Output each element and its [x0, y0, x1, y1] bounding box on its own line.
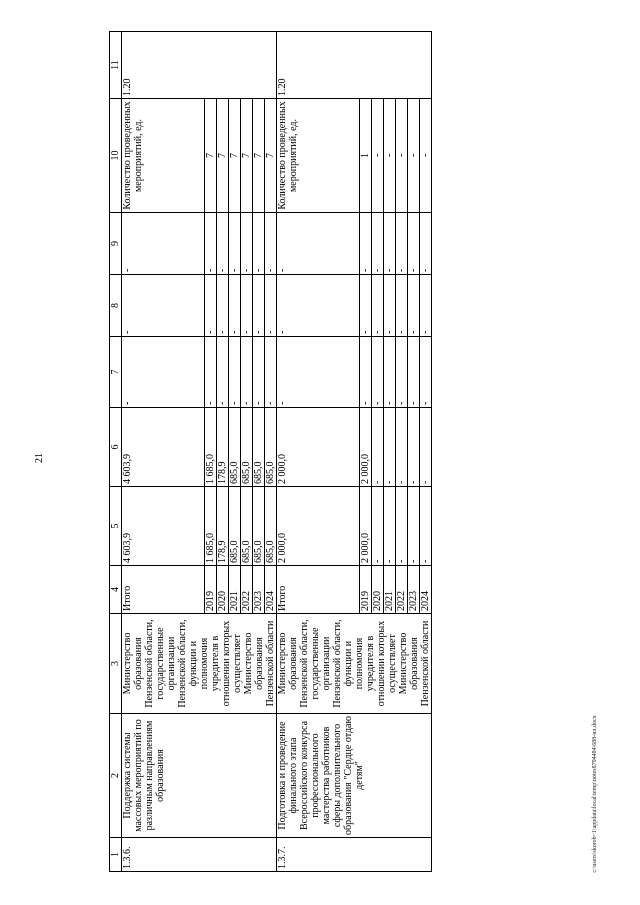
year: 2019 [205, 566, 217, 614]
total-col9: - [122, 213, 205, 275]
col-header-9: 9 [110, 213, 122, 275]
year-col5: 2 000,0 [360, 487, 372, 566]
year-col8: - [396, 275, 408, 337]
year-col8: - [372, 275, 384, 337]
year-col5: 1 685,0 [205, 487, 217, 566]
year-col6: 685,0 [265, 408, 277, 487]
total-col9: - [277, 213, 360, 275]
year-col10: 1 [360, 99, 372, 213]
year-col8: - [265, 275, 277, 337]
year-col8: - [408, 275, 420, 337]
year-col7: - [360, 337, 372, 408]
total-col6: 2 000,0 [277, 408, 360, 487]
year-col9: - [265, 213, 277, 275]
year-col9: - [372, 213, 384, 275]
year-col9: - [205, 213, 217, 275]
year-col10: 7 [265, 99, 277, 213]
year-col5: 178,9 [217, 487, 229, 566]
year-col9: - [217, 213, 229, 275]
year-col10: 7 [241, 99, 253, 213]
year: 2020 [217, 566, 229, 614]
column-number-row [110, 32, 122, 872]
year-col9: - [253, 213, 265, 275]
year-col6: - [396, 408, 408, 487]
year-col7: - [384, 337, 396, 408]
file-path-footer: c:\users\skorob~1\appdata\local\temp\notes8794484\688-ил.docx [592, 715, 598, 873]
col-header-4: 4 [110, 566, 122, 614]
year-col7: - [229, 337, 241, 408]
year-col8: - [420, 275, 432, 337]
year-col7: - [408, 337, 420, 408]
year-col7: - [241, 337, 253, 408]
year-col6: 685,0 [241, 408, 253, 487]
page-number: 21 [34, 453, 45, 463]
table-row-total [277, 32, 360, 872]
executor: Министерство образования Пензенской области, государственные организации Пензенской области, функции и полномочия учредителя в отношении которых осуществляет Министерство образования Пензенской области [277, 614, 432, 714]
indicator-name: Количество проведенных мероприятий, ед. [277, 99, 360, 213]
year-col6: 178,9 [217, 408, 229, 487]
total-col6: 4 603,9 [122, 408, 205, 487]
col-header-8: 8 [110, 275, 122, 337]
year: 2023 [253, 566, 265, 614]
year-col5: - [396, 487, 408, 566]
year: 2019 [360, 566, 372, 614]
activities-table [109, 31, 432, 872]
activity-name: Подготовка и проведение финального этапа Всероссийского конкурса профессионального мастерства работников сферы дополнительного образования "Сердце отдаю детям" [277, 714, 432, 838]
year-col5: - [420, 487, 432, 566]
year-col9: - [229, 213, 241, 275]
year-col8: - [360, 275, 372, 337]
year-col8: - [217, 275, 229, 337]
indicator-ref: 1.20 [122, 32, 277, 99]
indicator-name: Количество проведенных мероприятий, ед. [122, 99, 205, 213]
year-col6: - [408, 408, 420, 487]
total-col5: 2 000,0 [277, 487, 360, 566]
year-col7: - [420, 337, 432, 408]
total-col8: - [277, 275, 360, 337]
year-col5: 685,0 [241, 487, 253, 566]
table-row-total [122, 32, 205, 872]
year-col7: - [372, 337, 384, 408]
col-header-3: 3 [110, 614, 122, 714]
year-col9: - [384, 213, 396, 275]
year-col10: - [420, 99, 432, 213]
total-label: Итого [122, 566, 205, 614]
rotated-table-container [109, 32, 583, 872]
executor: Министерство образования Пензенской области, государственные организации Пензенской области, функции и полномочия учредителя в отношении которых осуществляет Министерство образования Пензенской области [122, 614, 277, 714]
year-col10: 7 [205, 99, 217, 213]
year-col10: - [408, 99, 420, 213]
year-col9: - [408, 213, 420, 275]
year-col9: - [241, 213, 253, 275]
year-col7: - [217, 337, 229, 408]
year-col5: 685,0 [229, 487, 241, 566]
year: 2021 [384, 566, 396, 614]
col-header-7: 7 [110, 337, 122, 408]
year: 2020 [372, 566, 384, 614]
year-col5: - [372, 487, 384, 566]
year-col6: 2 000,0 [360, 408, 372, 487]
year-col8: - [205, 275, 217, 337]
table-body [122, 32, 432, 872]
row-number: 1.3.7. [277, 838, 432, 872]
year-col10: - [396, 99, 408, 213]
year-col7: - [265, 337, 277, 408]
col-header-11: 11 [110, 32, 122, 99]
year-col6: 685,0 [229, 408, 241, 487]
year-col8: - [229, 275, 241, 337]
total-label: Итого [277, 566, 360, 614]
year-col10: 7 [217, 99, 229, 213]
year-col8: - [241, 275, 253, 337]
year: 2024 [265, 566, 277, 614]
year: 2023 [408, 566, 420, 614]
total-col8: - [122, 275, 205, 337]
row-number: 1.3.6. [122, 838, 277, 872]
year-col9: - [396, 213, 408, 275]
year-col10: - [384, 99, 396, 213]
year-col6: - [384, 408, 396, 487]
col-header-10: 10 [110, 99, 122, 213]
year: 2022 [396, 566, 408, 614]
year-col6: 685,0 [253, 408, 265, 487]
year-col8: - [384, 275, 396, 337]
indicator-ref: 1.20 [277, 32, 432, 99]
col-header-5: 5 [110, 487, 122, 566]
year-col6: 1 685,0 [205, 408, 217, 487]
year: 2024 [420, 566, 432, 614]
year-col10: 7 [253, 99, 265, 213]
year-col5: 685,0 [253, 487, 265, 566]
year-col5: - [408, 487, 420, 566]
activity-name: Поддержка системы массовых мероприятий по различным направлениям образования [122, 714, 277, 838]
year-col5: 685,0 [265, 487, 277, 566]
year-col10: - [372, 99, 384, 213]
col-header-6: 6 [110, 408, 122, 487]
year: 2022 [241, 566, 253, 614]
col-header-2: 2 [110, 714, 122, 838]
year-col7: - [253, 337, 265, 408]
year-col10: 7 [229, 99, 241, 213]
year-col7: - [396, 337, 408, 408]
col-header-1: 1 [110, 838, 122, 872]
year-col5: - [384, 487, 396, 566]
total-col7: - [122, 337, 205, 408]
year-col6: - [420, 408, 432, 487]
year-col9: - [420, 213, 432, 275]
year-col6: - [372, 408, 384, 487]
total-col5: 4 603,9 [122, 487, 205, 566]
total-col7: - [277, 337, 360, 408]
year-col9: - [360, 213, 372, 275]
year-col7: - [205, 337, 217, 408]
year: 2021 [229, 566, 241, 614]
year-col8: - [253, 275, 265, 337]
